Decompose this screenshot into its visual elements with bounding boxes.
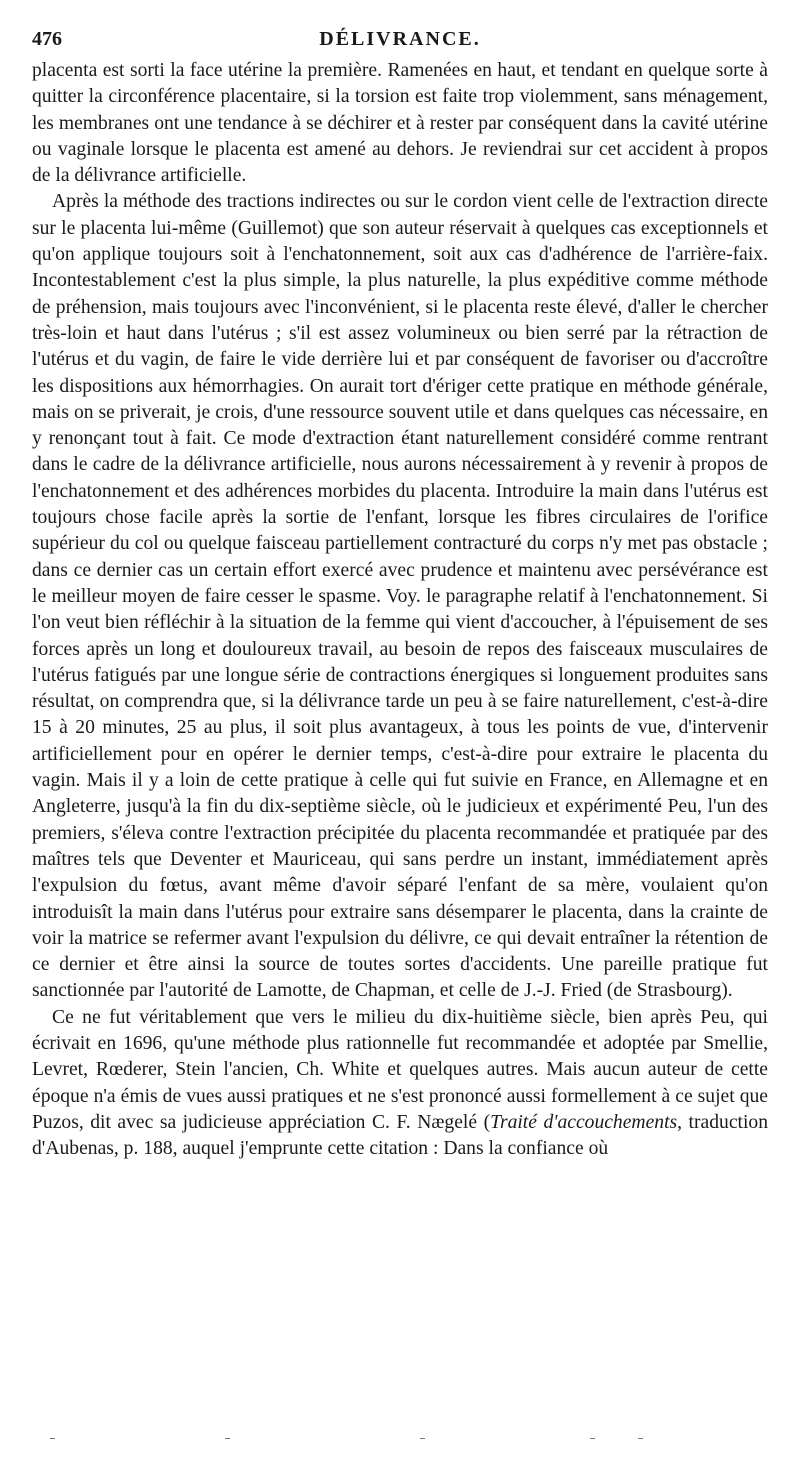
paragraph-history (32, 1005, 768, 1163)
scan-mark (638, 1438, 643, 1439)
scan-mark (420, 1438, 425, 1439)
citation-title: Traité d'accouchements (490, 1111, 678, 1133)
page (32, 28, 768, 1162)
paragraph-continuation: placenta est sorti la face utérine la première. Ramenées en haut, et tendant en quelque sorte à quitter la circonférence placentaire, si la torsion est faite trop violemment, sans ménagement, les membranes ont une tendance à se déchirer et à rester par conséquent dans la cavité utérine ou vaginale lorsque le placenta est amené au dehors. Je reviendrai sur cet accident à propos de la délivrance artificielle. (32, 60, 768, 187)
scan-mark (590, 1438, 595, 1439)
page-header (32, 28, 768, 58)
page-bottom-marks (40, 1438, 760, 1444)
scan-mark (50, 1438, 55, 1439)
running-title: DÉLIVRANCE. (319, 28, 481, 50)
body-text (32, 58, 768, 1162)
page-number: 476 (32, 28, 62, 50)
scan-mark (225, 1438, 230, 1439)
paragraph-history-end: , traduction d'Aubenas, p. 188, auquel j'emprunte cette citation : Dans la confiance où (32, 1111, 768, 1160)
paragraph-history-start: Ce ne fut véritablement que vers le milieu du dix-huitième siècle, bien après Peu, qui écrivait en 1696, qu'une méthode plus rationnelle fut recommandée et adoptée par Smellie, Levret, Rœderer, Stein l'ancien, Ch. White et quelques autres. Mais aucun auteur de cette époque n'a émis de vues aussi pratiques et ne s'est prononcé aussi formellement à ce sujet que Puzos, dit avec sa judicieuse appréciation C. F. Nægelé ( (32, 1006, 768, 1133)
paragraph-extraction-methods: Après la méthode des tractions indirectes ou sur le cordon vient celle de l'extraction directe sur le placenta lui-même (Guillemot) que son auteur réservait à quelques cas exceptionnels et qu'on applique toujours soit à l'enchatonnement, soit aux cas d'adhérence de l'arrière-faix. Incontestablement c'est la plus simple, la plus naturelle, la plus expéditive comme méthode de préhension, mais toujours avec l'inconvénient, si le placenta reste élevé, d'aller le chercher très-loin et haut dans l'utérus ; s'il est assez volumineux ou bien serré par la rétraction de l'utérus et du vagin, de faire le vide derrière lui et par conséquent de favoriser ou d'accroître les dispositions aux hémorrhagies. On aurait tort d'ériger cette pratique en méthode générale, mais on se priverait, je crois, d'une ressource souvent utile et dans quelques cas nécessaire, en y renonçant tout à fait. Ce mode d'extraction étant naturellement considéré comme rentrant dans le cadre de la délivrance artificielle, nous aurons nécessairement à y revenir à propos de l'enchatonnement et des adhérences morbides du placenta. Introduire la main dans l'utérus est toujours chose facile après la sortie de l'enfant, lorsque les fibres circulaires de l'orifice supérieur du col ou quelque faisceau partiellement contracturé du corps n'y met pas obstacle ; dans ce dernier cas un certain effort exercé avec prudence et maintenu avec persévérance est le meilleur moyen de faire cesser le spasme. Voy. le paragraphe relatif à l'enchatonnement. Si l'on veut bien réfléchir à la situation de la femme qui vient d'accoucher, à l'épuisement de ses forces après un long et douloureux travail, au besoin de repos des faisceaux musculaires de l'utérus fatigués par une longue série de contractions énergiques si longuement produites sans résultat, on comprendra que, si la délivrance tarde un peu à se faire naturellement, c'est-à-dire 15 à 20 minutes, 25 au plus, il soit plus avantageux, à tous les points de vue, d'intervenir artificiellement pour en opérer le dernier temps, c'est-à-dire pour extraire le placenta du vagin. Mais il y a loin de cette pratique à celle qui fut suivie en France, en Allemagne et en Angleterre, jusqu'à la fin du dix-septième siècle, où le judicieux et expérimenté Peu, l'un des premiers, s'éleva contre l'extraction précipitée du placenta recommandée et pratiquée par des maîtres tels que Deventer et Mauriceau, qui sans perdre un instant, immédiatement après l'expulsion du fœtus, avant même d'avoir séparé l'enfant de sa mère, voulaient qu'on introduisît la main dans l'utérus pour extraire sans désemparer le placenta, dans la crainte de voir la matrice se refermer avant l'expulsion du délivre, ce qui devait entraîner la rétention de ce dernier et être ainsi la source de toutes sortes d'accidents. Une pareille pratique fut sanctionnée par l'autorité de Lamotte, de Chapman, et celle de J.-J. Fried (de Strasbourg). (32, 191, 768, 1002)
